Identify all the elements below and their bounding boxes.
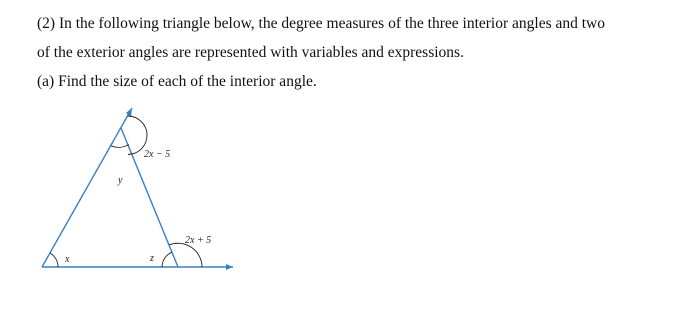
label-top-exterior: 2x − 5 bbox=[144, 149, 171, 160]
label-right-exterior: 2x + 5 bbox=[185, 235, 212, 246]
arrowhead-right bbox=[226, 264, 233, 270]
angle-arc-right-exterior bbox=[169, 243, 202, 267]
problem-line-2: of the exterior angles are represented with variables and expressions. bbox=[37, 44, 464, 61]
problem-line-3: (a) Find the size of each of the interior angle. bbox=[37, 73, 317, 90]
label-right-interior: z bbox=[150, 253, 154, 264]
angle-arc-right-interior bbox=[162, 252, 172, 267]
angle-arc-top-interior bbox=[111, 145, 129, 148]
label-top-interior: y bbox=[118, 175, 123, 186]
angle-arc-left bbox=[50, 253, 58, 267]
problem-line-1: (2) In the following triangle below, the degree measures of the three interior angles and two bbox=[37, 15, 605, 32]
triangle-left-side bbox=[42, 108, 132, 267]
label-left-interior: x bbox=[65, 254, 70, 265]
